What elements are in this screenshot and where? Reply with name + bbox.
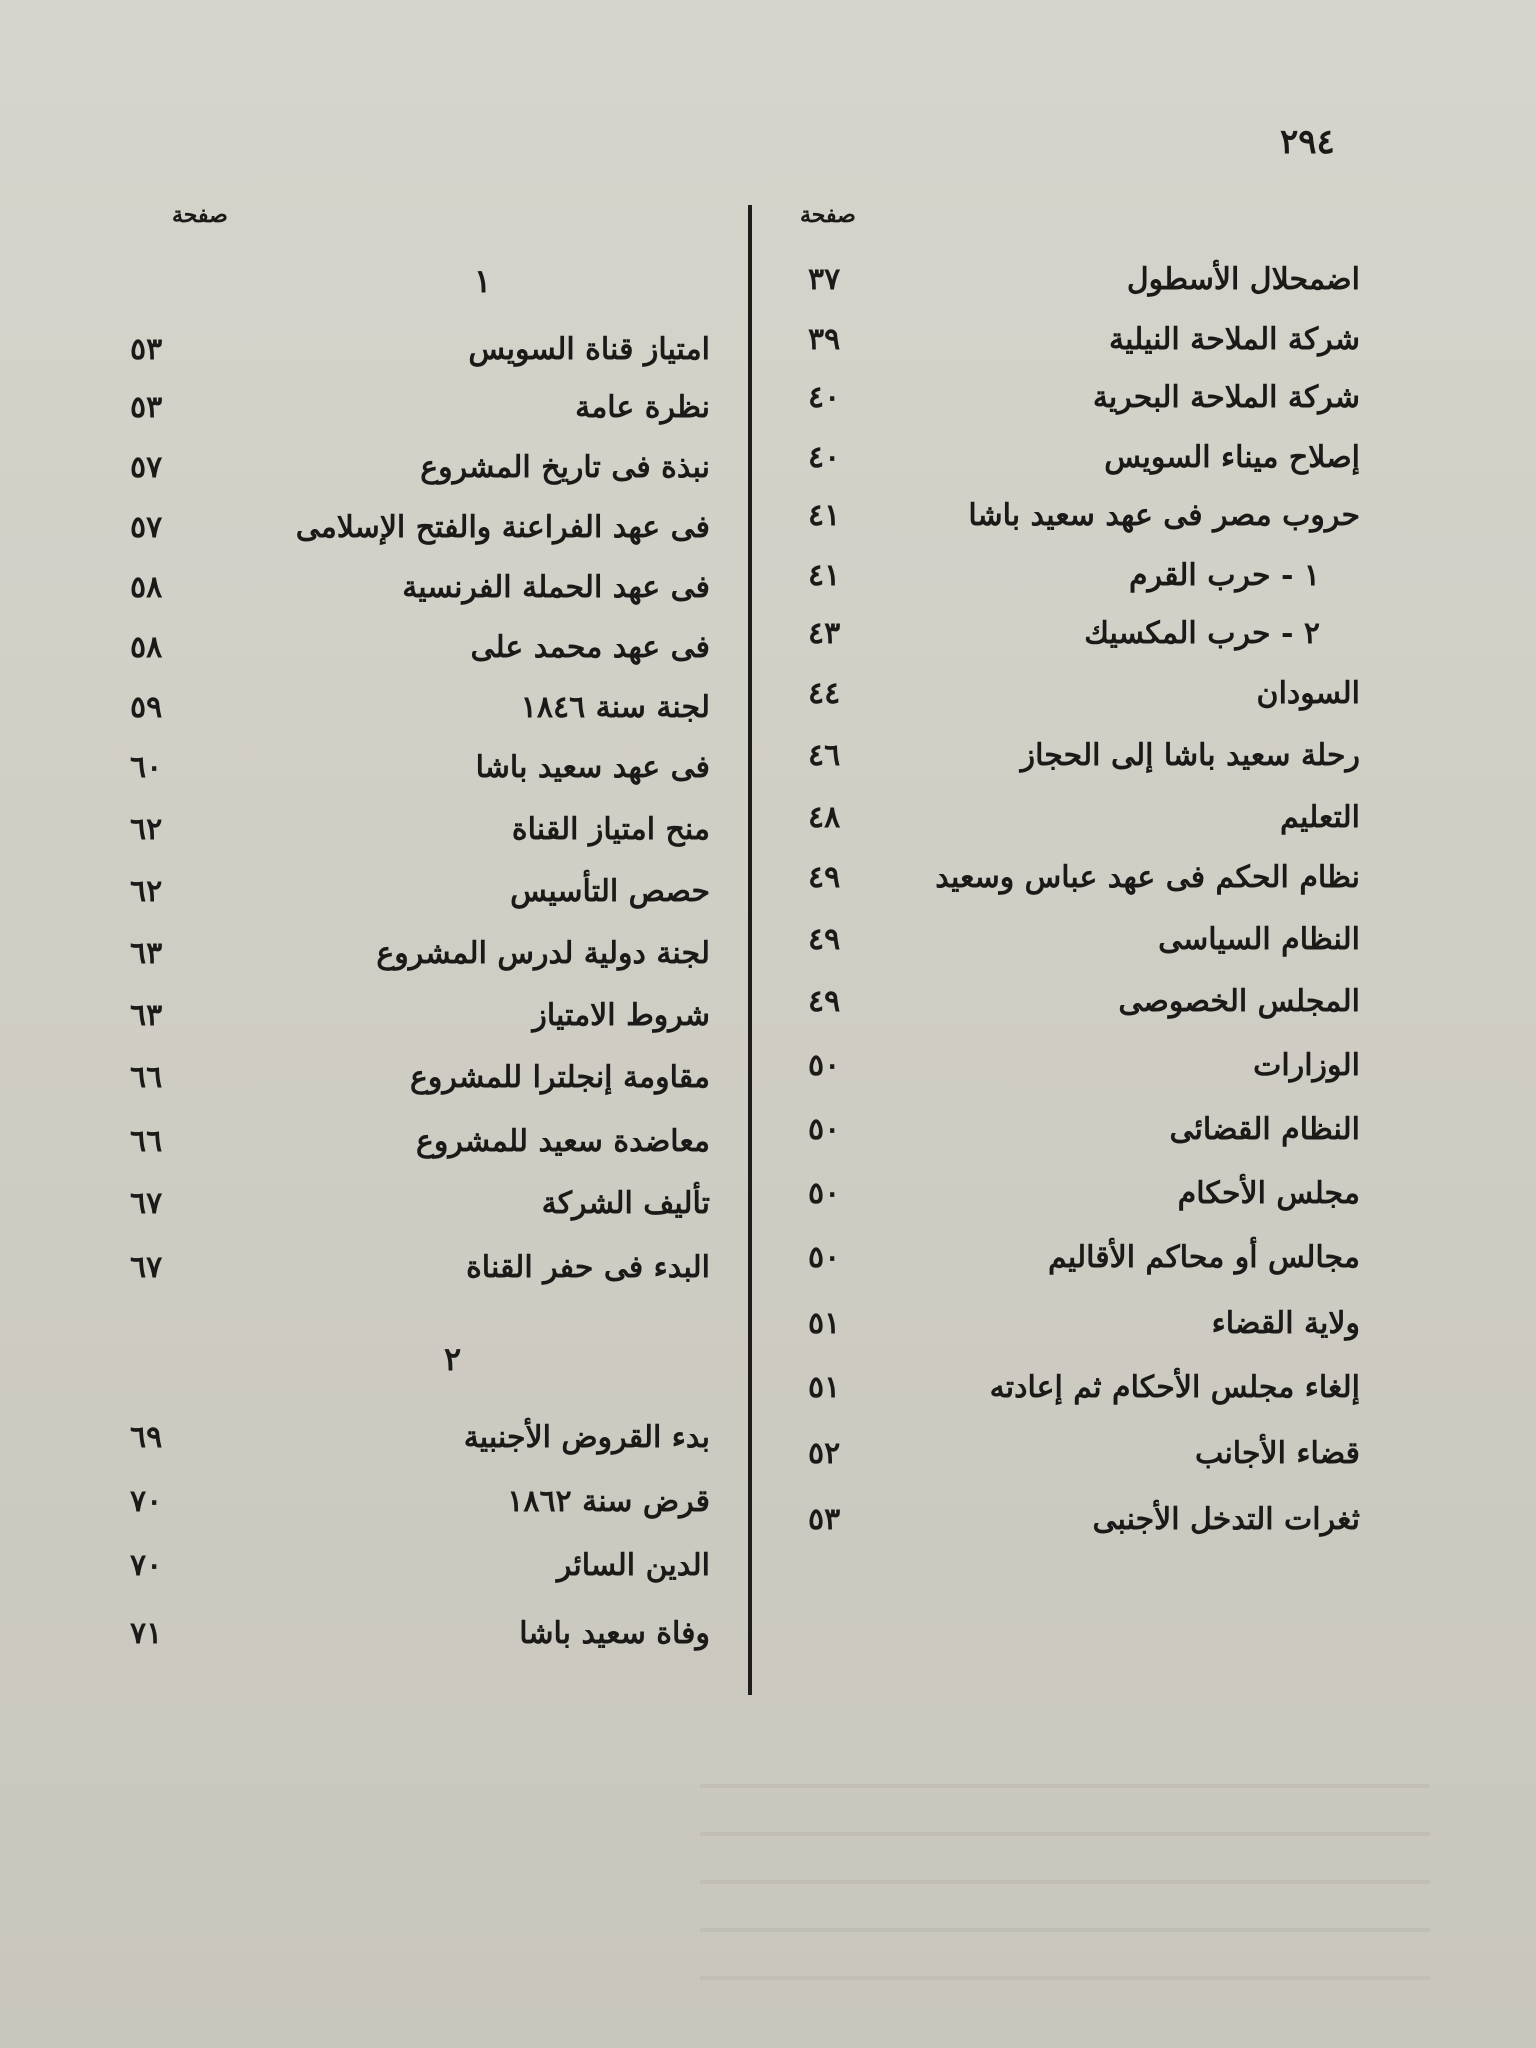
entry-title: قرض سنة ١٨٦٢ <box>507 1484 710 1519</box>
entry-title: إصلاح ميناء السويس <box>1104 440 1360 475</box>
entry-title: نظام الحكم فى عهد عباس وسعيد <box>935 860 1360 895</box>
toc-entry <box>130 1484 710 1534</box>
section-number-1: ١ <box>474 262 492 300</box>
entry-title: الوزارات <box>1253 1048 1360 1083</box>
entry-title: رحلة سعيد باشا إلى الحجاز <box>1020 738 1360 773</box>
entry-page: ٤٤ <box>808 676 841 711</box>
toc-entry <box>130 812 710 862</box>
toc-entry <box>130 998 710 1048</box>
entry-title: شروط الامتياز <box>532 998 710 1033</box>
toc-entry <box>800 1436 1360 1486</box>
entry-page: ٦٣ <box>130 998 163 1033</box>
entry-title: شركة الملاحة البحرية <box>1092 380 1360 415</box>
toc-entry <box>800 676 1360 726</box>
entry-page: ٦٦ <box>130 1124 163 1159</box>
entry-page: ٥٠ <box>808 1048 841 1083</box>
entry-page: ٥٣ <box>130 390 163 425</box>
entry-page: ٤٨ <box>808 800 841 835</box>
toc-entry <box>130 690 710 740</box>
entry-page: ٣٧ <box>808 262 841 297</box>
entry-title: المجلس الخصوصى <box>1118 984 1360 1019</box>
entry-page: ٧٠ <box>130 1548 163 1583</box>
entry-title: شركة الملاحة النيلية <box>1109 322 1360 357</box>
entry-title: ولاية القضاء <box>1211 1306 1360 1341</box>
entry-title: إلغاء مجلس الأحكام ثم إعادته <box>989 1370 1360 1405</box>
toc-entry <box>130 450 710 500</box>
entry-title: ١ - حرب القرم <box>1128 558 1320 593</box>
entry-page: ٦٢ <box>130 812 163 847</box>
section-number-2: ٢ <box>444 1340 462 1378</box>
toc-entry <box>800 1176 1360 1226</box>
toc-entry <box>800 1112 1360 1162</box>
entry-title: معاضدة سعيد للمشروع <box>415 1124 710 1159</box>
entry-page: ٧١ <box>130 1616 163 1651</box>
toc-entry <box>800 922 1360 972</box>
entry-page: ٤٠ <box>808 380 841 415</box>
entry-title: لجنة دولية لدرس المشروع <box>376 936 710 971</box>
entry-page: ٦٧ <box>130 1250 163 1285</box>
entry-title: تأليف الشركة <box>541 1186 710 1221</box>
entry-title: فى عهد سعيد باشا <box>475 750 710 785</box>
toc-entry <box>800 322 1360 372</box>
entry-page: ٦٣ <box>130 936 163 971</box>
entry-title: ٢ - حرب المكسيك <box>1084 616 1320 651</box>
entry-title: لجنة سنة ١٨٤٦ <box>520 690 710 725</box>
toc-entry <box>800 380 1360 430</box>
entry-page: ٥٣ <box>130 332 163 367</box>
entry-title: اضمحلال الأسطول <box>1126 262 1360 297</box>
entry-page: ٥٠ <box>808 1176 841 1211</box>
toc-entry <box>130 332 710 382</box>
toc-entry <box>800 860 1360 910</box>
toc-entry <box>800 984 1360 1034</box>
page-number: ٢٩٤ <box>1280 122 1335 162</box>
entry-title: امتياز قناة السويس <box>468 332 710 367</box>
entry-page: ٥٨ <box>130 630 163 665</box>
toc-entry <box>130 630 710 680</box>
toc-entry <box>800 558 1360 608</box>
entry-title: السودان <box>1256 676 1360 711</box>
toc-entry <box>800 440 1360 490</box>
entry-title: النظام السياسى <box>1158 922 1360 957</box>
entry-page: ٥٩ <box>130 690 163 725</box>
toc-entry <box>130 570 710 620</box>
toc-entry <box>130 1186 710 1236</box>
entry-title: التعليم <box>1280 800 1360 835</box>
toc-entry <box>800 1306 1360 1356</box>
entry-title: منح امتياز القناة <box>511 812 710 847</box>
entry-title: النظام القضائى <box>1169 1112 1360 1147</box>
entry-page: ٦٩ <box>130 1420 163 1455</box>
entry-title: حروب مصر فى عهد سعيد باشا <box>968 498 1360 533</box>
toc-entry <box>800 1240 1360 1290</box>
entry-page: ٦٢ <box>130 874 163 909</box>
entry-page: ٥١ <box>808 1370 841 1405</box>
entry-page: ٤٣ <box>808 616 841 651</box>
entry-page: ٣٩ <box>808 322 841 357</box>
entry-page: ٥١ <box>808 1306 841 1341</box>
entry-page: ٤١ <box>808 558 841 593</box>
entry-page: ٥٠ <box>808 1240 841 1275</box>
entry-page: ٥٣ <box>808 1502 841 1537</box>
entry-title: مقاومة إنجلترا للمشروع <box>410 1060 710 1095</box>
entry-page: ٥٧ <box>130 450 163 485</box>
toc-entry <box>130 750 710 800</box>
left-column-page-header: صفحة <box>172 202 228 228</box>
entry-title: فى عهد الفراعنة والفتح الإسلامى <box>295 510 710 545</box>
entry-title: قضاء الأجانب <box>1195 1436 1360 1471</box>
toc-entry <box>800 1502 1360 1552</box>
entry-title: نظرة عامة <box>575 390 710 425</box>
toc-entry <box>130 390 710 440</box>
entry-page: ٤٩ <box>808 860 841 895</box>
entry-title: حصص التأسيس <box>510 874 710 909</box>
entry-title: مجالس أو محاكم الأقاليم <box>1047 1240 1360 1275</box>
toc-entry <box>800 1048 1360 1098</box>
entry-title: البدء فى حفر القناة <box>466 1250 710 1285</box>
entry-page: ٥٧ <box>130 510 163 545</box>
toc-entry <box>130 1124 710 1174</box>
toc-entry <box>130 1420 710 1470</box>
entry-title: مجلس الأحكام <box>1177 1176 1360 1211</box>
column-divider <box>748 205 752 1695</box>
entry-title: فى عهد محمد على <box>470 630 710 665</box>
entry-page: ٥٨ <box>130 570 163 605</box>
entry-page: ٦٦ <box>130 1060 163 1095</box>
entry-title: نبذة فى تاريخ المشروع <box>420 450 710 485</box>
toc-entry <box>130 510 710 560</box>
toc-entry <box>130 1548 710 1598</box>
entry-title: الدين السائر <box>556 1548 710 1583</box>
toc-entry <box>800 800 1360 850</box>
toc-entry <box>130 1250 710 1300</box>
entry-page: ٤٦ <box>808 738 841 773</box>
toc-entry <box>130 874 710 924</box>
entry-page: ٤١ <box>808 498 841 533</box>
toc-entry <box>800 738 1360 788</box>
entry-title: فى عهد الحملة الفرنسية <box>402 570 710 605</box>
entry-page: ٥٢ <box>808 1436 841 1471</box>
toc-entry <box>800 498 1360 548</box>
entry-page: ٧٠ <box>130 1484 163 1519</box>
entry-title: بدء القروض الأجنبية <box>463 1420 710 1455</box>
toc-entry <box>800 262 1360 312</box>
entry-page: ٤٩ <box>808 922 841 957</box>
right-column-page-header: صفحة <box>800 202 856 228</box>
entry-title: وفاة سعيد باشا <box>519 1616 710 1651</box>
toc-entry <box>130 1060 710 1110</box>
entry-title: ثغرات التدخل الأجنبى <box>1092 1502 1360 1537</box>
toc-entry <box>800 616 1360 666</box>
toc-entry <box>130 936 710 986</box>
entry-page: ٤٩ <box>808 984 841 1019</box>
entry-page: ٦٧ <box>130 1186 163 1221</box>
toc-entry <box>800 1370 1360 1420</box>
entry-page: ٦٠ <box>130 750 163 785</box>
entry-page: ٥٠ <box>808 1112 841 1147</box>
show-through-text <box>700 1740 1430 2000</box>
entry-page: ٤٠ <box>808 440 841 475</box>
toc-entry <box>130 1616 710 1666</box>
